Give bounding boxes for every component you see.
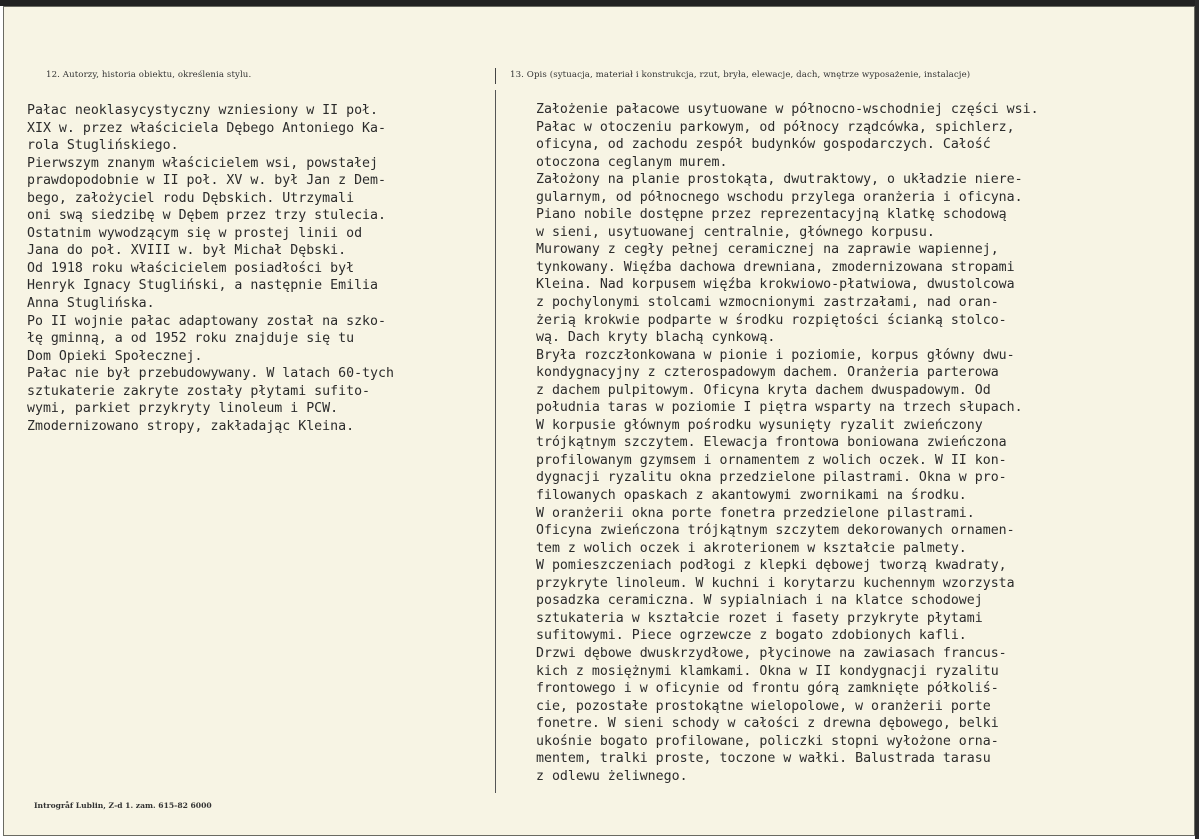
text-line: Po II wojnie pałac adaptowany został na szko- xyxy=(27,313,386,329)
text-line: Drzwi dębowe dwuskrzydłowe, płycinowe na zawiasach francus- xyxy=(536,645,1007,661)
text-line: fonetre. W sieni schody w całości z drewna dębowego, belki xyxy=(536,716,999,732)
text-line: przykryte linoleum. W kuchni i korytarzu kuchennym wzorzysta xyxy=(536,575,1015,591)
text-line: rola Stuglińskiego. xyxy=(27,138,179,154)
heading-divider xyxy=(495,68,496,84)
text-line: cie, pozostałe prostokątne wielopolowe, w oranżerii porte xyxy=(536,698,991,714)
text-line: Kleina. Nad korpusem więźba krokwiowo-płatwiowa, dwustolcowa xyxy=(536,277,1015,293)
text-line: wą. Dach kryty blachą cynkową. xyxy=(536,330,776,346)
text-line: Anna Stuglińska. xyxy=(27,296,155,312)
text-line: W pomieszczeniach podłogi z klepki dębowej tworzą kwadraty, xyxy=(536,558,1007,574)
text-line: Dom Opieki Społecznej. xyxy=(27,348,203,364)
text-line: z odlewu żeliwnego. xyxy=(536,768,688,784)
column-divider xyxy=(495,90,496,793)
text-line: W korpusie głównym pośrodku wysunięty ryzalit zwieńczony xyxy=(536,417,983,433)
text-line: W oranżerii okna porte fonetra przedzielone pilastrami. xyxy=(536,505,975,521)
section-12-text xyxy=(27,102,394,435)
section-13-heading: 13. Opis (sytuacja, materiał i konstrukcja, rzut, bryła, elewacje, dach, wnętrze wyposażenie, instalacje) xyxy=(510,70,971,80)
text-line: prawdopodobnie w II poł. XV w. był Jan z Dem- xyxy=(27,173,386,189)
text-line: trójkątnym szczytem. Elewacja frontowa boniowana zwieńczona xyxy=(536,435,1007,451)
text-line: Założony na planie prostokąta, dwutraktowy, o układzie niere- xyxy=(536,172,1023,188)
text-line: Zmodernizowano stropy, zakładając Kleina. xyxy=(27,418,355,434)
section-13-text xyxy=(536,101,1039,785)
text-line: łę gminną, a od 1952 roku znajduje się tu xyxy=(27,331,355,347)
text-line: Pierwszym znanym właścicielem wsi, powstałej xyxy=(27,155,378,171)
text-line: Bryła rozczłonkowana w pionie i poziomie, korpus główny dwu- xyxy=(536,347,1015,363)
text-line: wymi, parkiet przykryty linoleum i PCW. xyxy=(27,401,339,417)
text-line: z pochylonymi stolcami wzmocnionymi zastrzałami, nad oran- xyxy=(536,295,999,311)
text-line: otoczona ceglanym murem. xyxy=(536,154,728,170)
text-line: Założenie pałacowe usytuowane w północno-wschodniej części wsi. xyxy=(536,102,1039,117)
text-line: sufitowymi. Piece ogrzewcze z bogato zdobionych kafli. xyxy=(536,628,967,644)
text-line: ukośnie bogato profilowane, policzki stopni wyłożone orna- xyxy=(536,733,999,749)
text-line: Ostatnim wywodzącym się w prostej linii od xyxy=(27,225,363,241)
text-line: południa taras w poziomie I piętra wsparty na trzech słupach. xyxy=(536,400,1023,416)
text-line: dygnacji ryzalitu okna przedzielone pilastrami. Okna w pro- xyxy=(536,470,1007,486)
text-line: Od 1918 roku właścicielem posiadłości był xyxy=(27,260,355,276)
text-line: Piano nobile dostępne przez reprezentacyjną klatkę schodową xyxy=(536,207,1007,223)
text-line: tynkowany. Więźba dachowa drewniana, zmodernizowana stropami xyxy=(536,259,1015,275)
scan-right-border xyxy=(1195,0,1199,839)
text-line: sztukaterie zakryte zostały płytami sufito- xyxy=(27,383,371,399)
text-line: XIX w. przez właściciela Dębego Antoniego Ka- xyxy=(27,120,386,136)
text-line: Oficyna zwieńczona trójkątnym szczytem dekorowanych ornamen- xyxy=(536,523,1015,539)
text-line: Murowany z cegły pełnej ceramicznej na zaprawie wapiennej, xyxy=(536,242,999,258)
text-line: gularnym, od północnego wschodu przylega oranżeria i oficyna. xyxy=(536,189,1023,205)
text-line: Pałac w otoczeniu parkowym, od północy rządcówka, spichlerz, xyxy=(536,119,1015,135)
text-line: Jana do poł. XVIII w. był Michał Dębski. xyxy=(27,243,347,259)
text-line: kondygnacyjny z czterospadowym dachem. Oranżeria parterowa xyxy=(536,365,999,381)
text-line: oni swą siedzibę w Dębem przez trzy stulecia. xyxy=(27,208,386,224)
text-line: sztukateria w kształcie rozet i fasety przykryte płytami xyxy=(536,610,983,626)
text-line: tem z wolich oczek i akroterionem w kształcie palmety. xyxy=(536,540,967,556)
text-line: profilowanym gzymsem i ornamentem z wolich oczek. W II kon- xyxy=(536,452,1007,468)
text-line: oficyna, od zachodu zespół budynków gospodarczych. Całość xyxy=(536,137,991,153)
text-line: Henryk Ignacy Stugliński, a następnie Emilia xyxy=(27,278,378,294)
text-line: Pałac neoklasycystyczny wzniesiony w II poł. xyxy=(27,103,378,118)
text-line: w sieni, usytuowanej centralnie, głównego korpusu. xyxy=(536,224,935,240)
text-line: żerią krokwie podparte w środku rozpiętości ścianką stolco- xyxy=(536,312,1007,328)
text-line: Pałac nie był przebudowywany. W latach 60-tych xyxy=(27,366,394,382)
text-line: mentem, tralki proste, toczone w wałki. Balustrada tarasu xyxy=(536,751,991,767)
text-line: bego, założyciel rodu Dębskich. Utrzymali xyxy=(27,190,355,206)
text-line: posadzka ceramiczna. W sypialniach i na klatce schodowej xyxy=(536,593,983,609)
text-line: kich z mosiężnymi klamkami. Okna w II kondygnacji ryzalitu xyxy=(536,663,999,679)
text-line: z dachem pulpitowym. Oficyna kryta dachem dwuspadowym. Od xyxy=(536,382,991,398)
section-12-heading: 12. Autorzy, historia obiektu, określenia stylu. xyxy=(46,70,252,80)
printer-imprint: Introgråf Lublin, Z-d 1. zam. 615-82 6000 xyxy=(34,801,212,810)
text-line: frontowego i w oficynie od frontu górą zamknięte półkoliś- xyxy=(536,681,999,697)
text-line: filowanych opaskach z akantowymi zwornikami na środku. xyxy=(536,488,967,504)
